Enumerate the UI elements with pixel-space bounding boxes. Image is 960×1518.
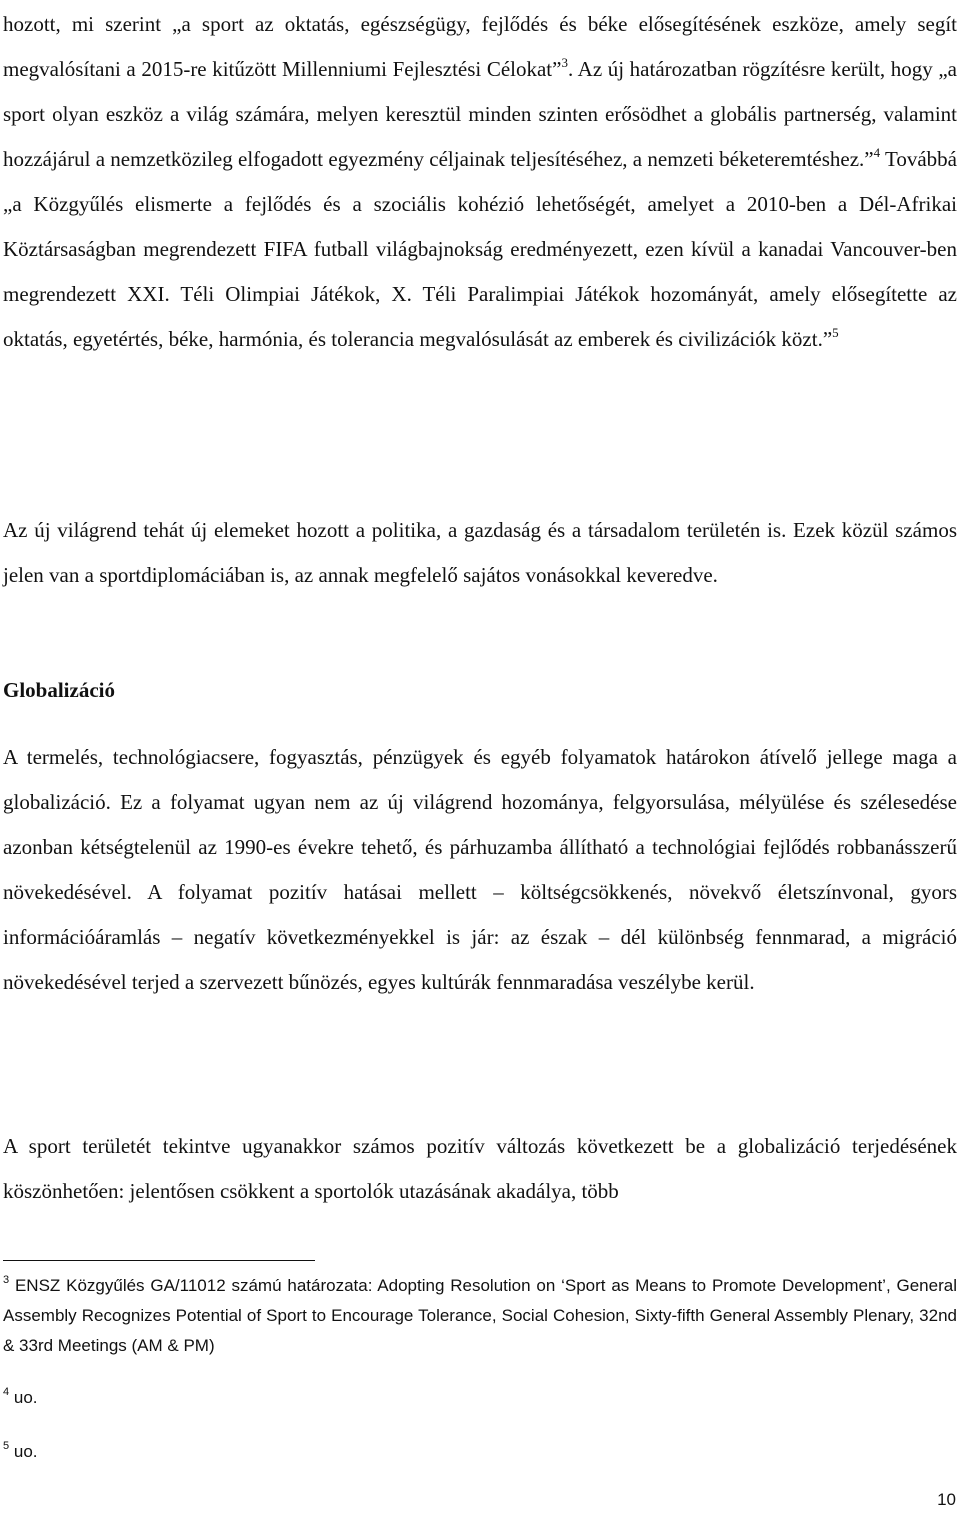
footnote-5: [3, 1437, 957, 1467]
footnote-separator: [3, 1260, 315, 1261]
footnote-4: [3, 1383, 957, 1413]
footnote-text: uo.: [13, 1442, 38, 1461]
page-number: 10: [937, 1490, 956, 1509]
body-paragraph-1: [3, 2, 957, 362]
footnote-3: [3, 1271, 957, 1361]
footnote-text: ENSZ Közgyűlés GA/11012 számú határozata: Adopting Resolution on ‘Sport as Means to Promote Development’, General Assembly Recognizes Potential of Sport to Encourage Tolerance, Social Cohesion, Sixty-fifth General Assembly Plenary, 32nd & 33rd Meetings (AM & PM): [3, 1276, 957, 1355]
footnote-ref-3[interactable]: 3: [561, 55, 568, 70]
body-paragraph-2: Az új világrend tehát új elemeket hozott a politika, a gazdaság és a társadalom területén is. Ezek közül számos jelen van a sportdiplomáciában is, az annak megfelelő sajátos vonásokkal keveredve.: [3, 518, 957, 587]
body-paragraph-3: A termelés, technológiacsere, fogyasztás, pénzügyek és egyéb folyamatok határokon átívelő jellege maga a globalizáció. Ez a folyamat ugyan nem az új világrend hozománya, felgyorsulása, mélyülése és szélesedése azonban kétségtelenül az 1990-es évekre tehető, és párhuzamba állítható a technológiai fejlődés robbanásszerű növekedésével. A folyamat pozitív hatásai mellett – költségcsökkenés, növekvő életszínvonal, gyors információáramlás – negatív következményekkel is jár: az észak – dél különbség fennmarad, a migráció növekedésével terjed a szervezett bűnözés, egyes kultúrák fennmaradása veszélybe kerül.: [3, 745, 957, 994]
paragraph-1-text-b: . Az új határozatban rögzítésre került, hogy „a sport olyan eszköz a világ számára, melyen keresztül minden szinten erősödhet a globális partnerség, valamint hozzájárul a nemzetközileg elfogadott egyezmény céljainak teljesítéséhez, a nemzeti béketeremtéshez.”: [3, 57, 957, 171]
section-heading: Globalizáció: [3, 678, 115, 702]
footnote-ref-5[interactable]: 5: [832, 325, 839, 340]
footnote-text: uo.: [13, 1388, 38, 1407]
footnote-number: 3: [3, 1274, 10, 1286]
body-paragraph-4: A sport területét tekintve ugyanakkor számos pozitív változás következett be a globalizáció terjedésének köszönhetően: jelentősen csökkent a sportolók utazásának akadálya, több: [3, 1134, 957, 1203]
paragraph-1-text-c: Továbbá „a Közgyűlés elismerte a fejlődés és a szociális kohézió lehetőségét, amelyet a 2010-ben a Dél-Afrikai Köztársaságban megrendezett FIFA futball világbajnokság eredményezett, ezen kívül a kanadai Vancouver-ben megrendezett XXI. Téli Olimpiai Játékok, X. Téli Paralimpiai Játékok hozományát, amely elősegítette az oktatás, egyetértés, béke, harmónia, és tolerancia megvalósulását az emberek és civilizációk közt.”: [3, 147, 957, 351]
footnote-number: 5: [3, 1440, 10, 1452]
paragraph-1-text-a: hozott, mi szerint „a sport az oktatás, egészségügy, fejlődés és béke elősegítésének eszköze, amely segít megvalósítani a 2015-re kitűzött Millenniumi Fejlesztési Célokat”: [3, 12, 957, 81]
footnote-number: 4: [3, 1386, 10, 1398]
footnote-ref-4[interactable]: 4: [873, 145, 881, 160]
